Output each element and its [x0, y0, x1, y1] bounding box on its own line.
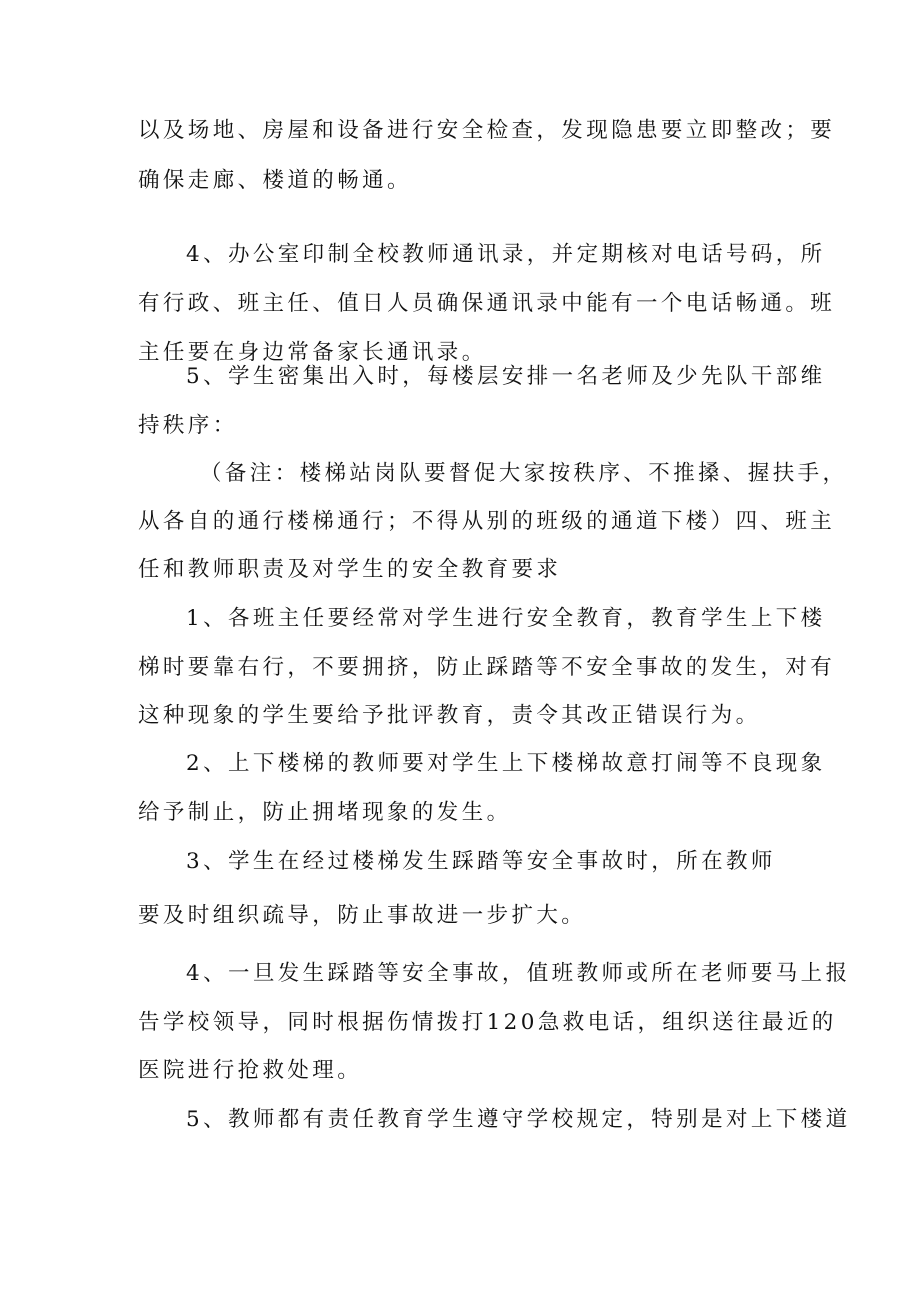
text-line: 任和教师职责及对学生的安全教育要求 — [138, 557, 562, 582]
text-line: 4、办公室印制全校教师通讯录，并定期核对电话号码，所 — [186, 242, 826, 267]
text-line: 告学校领导，同时根据伤情拨打120急救电话，组织送往最近的 — [138, 1010, 837, 1035]
text-line: 梯时要靠右行，不要拥挤，防止踩踏等不安全事故的发生，对有 — [138, 655, 836, 680]
text-line: （备注：楼梯站岗队要督促大家按秩序、不推搡、握扶手， — [200, 461, 848, 486]
text-line: 4、一旦发生踩踏等安全事故，值班教师或所在老师要马上报 — [186, 961, 851, 986]
text-line: 5、教师都有责任教育学生遵守学校规定，特别是对上下楼道 — [186, 1107, 851, 1132]
text-line: 2、上下楼梯的教师要对学生上下楼梯故意打闹等不良现象 — [186, 751, 826, 776]
text-line: 这种现象的学生要给予批评教育，责令其改正错误行为。 — [138, 703, 761, 728]
text-line: 以及场地、房屋和设备进行安全检查，发现隐患要立即整改；要 — [138, 118, 836, 143]
text-line: 3、学生在经过楼梯发生踩踏等安全事故时，所在教师 — [186, 849, 776, 874]
text-line: 1、各班主任要经常对学生进行安全教育，教育学生上下楼 — [186, 606, 826, 631]
text-line: 5、学生密集出入时，每楼层安排一名老师及少先队干部维 — [186, 364, 826, 389]
text-line: 从各自的通行楼梯通行；不得从别的班级的通道下楼）四、班主 — [138, 509, 836, 534]
text-line: 给予制止，防止拥堵现象的发生。 — [138, 800, 512, 825]
text-line: 有行政、班主任、值日人员确保通讯录中能有一个电话畅通。班 — [138, 291, 836, 316]
text-line: 医院进行抢救处理。 — [138, 1058, 363, 1083]
text-line: 持秩序： — [138, 413, 238, 438]
text-line: 确保走廊、楼道的畅通。 — [138, 168, 412, 193]
text-line: 要及时组织疏导，防止事故进一步扩大。 — [138, 903, 587, 928]
text-line: 主任要在身边常备家长通讯录。 — [138, 340, 487, 365]
